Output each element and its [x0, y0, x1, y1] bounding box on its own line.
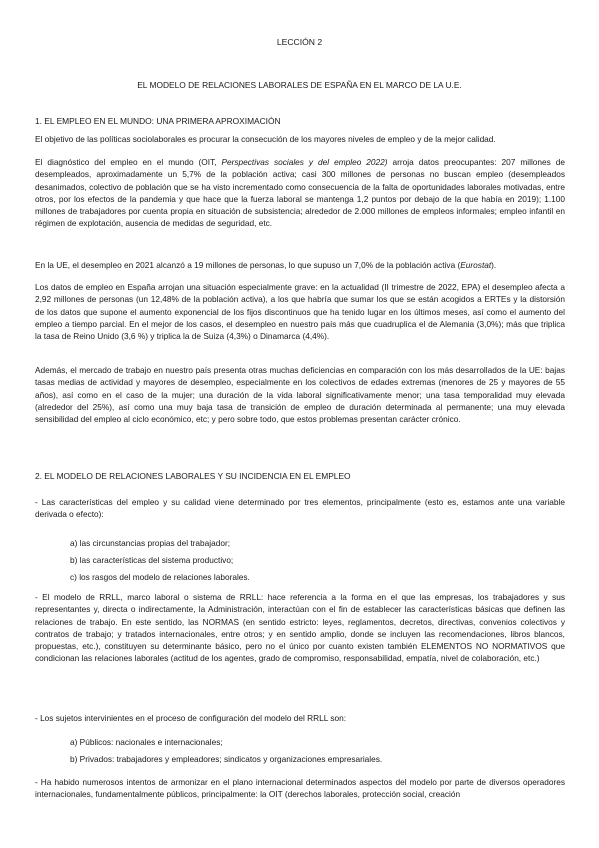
lesson-number: LECCIÓN 2: [276, 37, 323, 47]
paragraph: - Las características del empleo y su calidad viene determinado por tres elementos, principalmente (esto es, estamos ante una variable derivada o efecto):: [35, 497, 565, 520]
paragraph: - Ha habido numerosos intentos de armonizar en el plano internacional determinados aspectos del modelo por parte de diversos operadores internacionales, fundamentalmente públicos, principalmente: la OIT (derechos laborales, protección social, creación: [35, 777, 565, 800]
paragraph: El objetivo de las políticas sociolaborales es procurar la consecución de los mayores niveles de empleo y de la mejor calidad.: [35, 134, 496, 144]
document-title: EL MODELO DE RELACIONES LABORALES DE ESPAÑA EN EL MARCO DE LA U.E.: [137, 80, 462, 90]
subjects-list: [70, 736, 550, 770]
list-item: b) Privados: trabajadores y empleadores; sindicatos y organizaciones empresariales.: [70, 754, 383, 764]
factors-list: [70, 537, 550, 588]
paragraph: Además, el mercado de trabajo en nuestro país presenta otras muchas deficiencias en comparación con los más desarrollados de la UE: bajas tasas medias de actividad y mayores de desempleo, especialmente en los colectivos de edades extremas (menores de 25 y mayores de 55 años), así como en el caso de la mujer; una duración de la vida laboral significativamente menor; una tasa temporalidad muy elevada (alrededor del 25%), así como una muy baja tasa de transición de empleo de duración determinada al permanente; una muy elevada sensibilidad del empleo al ciclo económico, etc; y pero sobre todo, que estos problemas presentan carácter crónico.: [35, 365, 565, 425]
list-item: a) Públicos: nacionales e internacionales;: [70, 737, 223, 747]
paragraph: - El modelo de RRLL, marco laboral o sistema de RRLL: hace referencia a la forma en el que las empresas, los trabajadores y sus representantes y, directa o indirectamente, la Administración, interactúan con el fin de establecer las características básicas que definen las relaciones de trabajo. En este sentido, las NORMAS (en sentido estricto: leyes, reglamentos, decretos, directivas, convenios colectivos y contratos de trabajo; y tratados internacionales, entre otros; y en sentido amplio, donde se incluyen las recomendaciones, libros blancos, propuestas, etc.), constituyen su determinante básico, pero no el único por cuanto existen también ELEMENTOS NO NORMATIVOS que condicionan las relaciones laborales (actitud de los agentes, grado de compromiso, responsabilidad, empatía, nivel de colaboración, etc.): [35, 592, 565, 664]
paragraph: - Los sujetos intervinientes en el proceso de configuración del modelo del RRLL son:: [35, 713, 347, 723]
list-item: b) las características del sistema productivo;: [70, 555, 234, 565]
list-item: c) los rasgos del modelo de relaciones laborales.: [70, 572, 250, 582]
paragraph: El diagnóstico del empleo en el mundo (OIT, Perspectivas sociales y del empleo 2022) arroja datos preocupantes: 207 millones de desempleados, aproximadamente un 5,7% de la población activa; casi 300 millones de personas no buscan empleo (desempleados desanimados, colectivo de población que se ha visto incrementado como consecuencia de la falta de oportunidades laborales motivadas, entre otros, por los efectos de la pandemia y que hace que la fuerza laboral se mantenga 1,2 puntos por debajo de la que había en 2019); 1.100 millones de trabajadores por cuenta propia en situación de subsistencia; alrededor de 2.000 millones de empleos informales; empleo infantil en régimen de explotación, ausencia de medidas de seguridad, etc.: [35, 157, 566, 229]
source-name: Eurostat: [460, 260, 492, 270]
section-1-heading: 1. EL EMPLEO EN EL MUNDO: UNA PRIMERA APROXIMACIÓN: [35, 116, 281, 126]
list-item: a) las circunstancias propias del trabajador;: [70, 538, 231, 548]
section-2-heading: 2. EL MODELO DE RELACIONES LABORALES Y SU INCIDENCIA EN EL EMPLEO: [35, 471, 351, 481]
paragraph: Los datos de empleo en España arrojan una situación especialmente grave: en la actualidad (II trimestre de 2022, EPA) el desempleo afecta a 2,92 millones de personas (un 12,48% de la población activa), a los que habría que sumar los que se están acogidos a ERTEs y la distorsión de los datos que supone el aumento exponencial de los fijos discontinuos que ha tenido lugar en los últimos meses, así como el aumento del empleo a tiempo parcial. En el mejor de los casos, el desempleo en nuestro país más que cuadruplica el de Alemania (3,0%); más que triplica la tasa de Reino Unido (3,6 %) y triplica la de Suiza (4,3%) o Dinamarca (4,4%).: [35, 282, 565, 342]
paragraph: En la UE, el desempleo en 2021 alcanzó a 19 millones de personas, lo que supuso un 7,0% de la población activa (Eurostat).: [35, 260, 497, 270]
publication-title: Perspectivas sociales y del empleo 2022): [221, 157, 388, 167]
